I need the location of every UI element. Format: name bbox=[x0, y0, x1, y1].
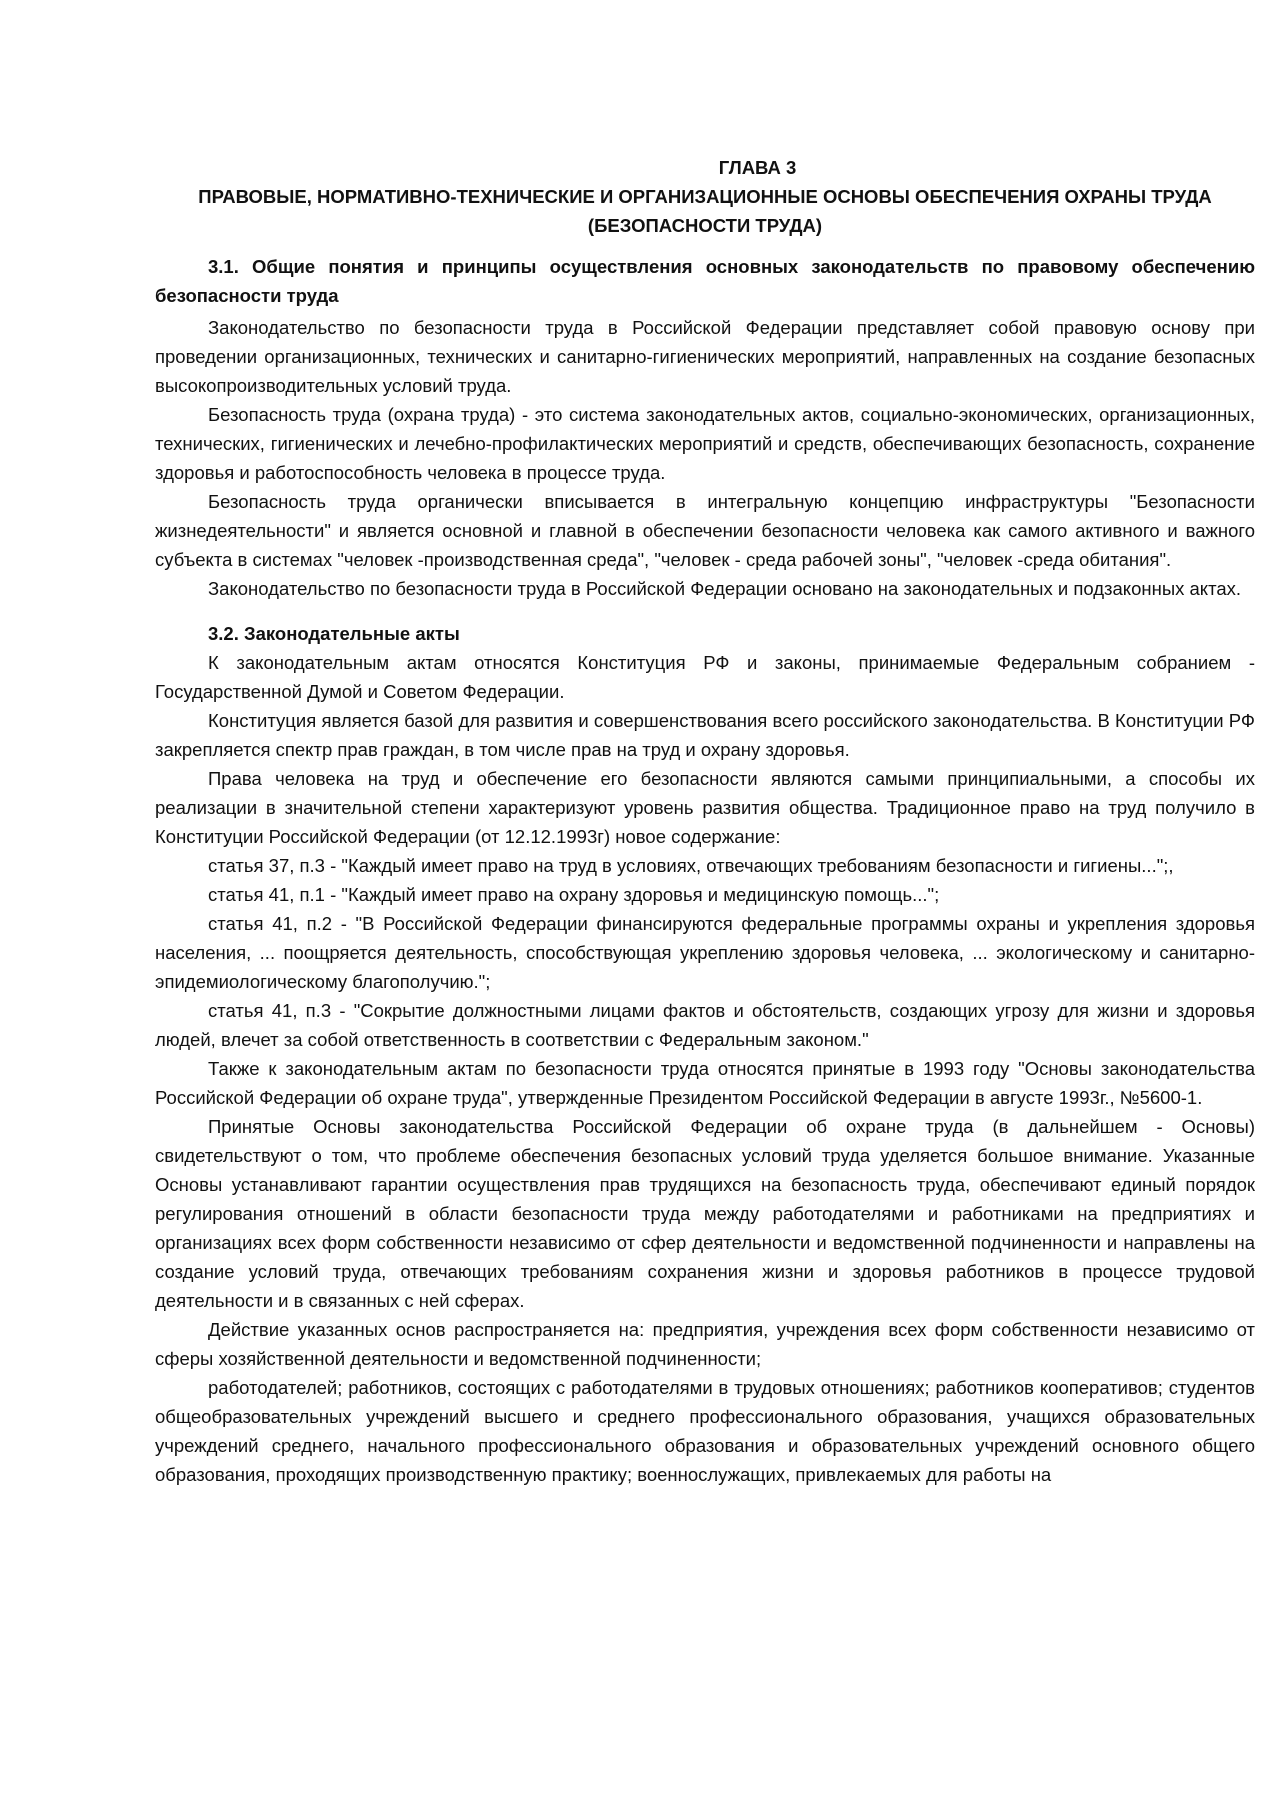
paragraph-article-41-3: статья 41, п.3 - "Сокрытие должностными лицами фактов и обстоятельств, создающих угрозу для жизни и здоровья людей, влечет за собой ответственность в соответствии с Федеральным законом." bbox=[155, 1000, 1255, 1050]
paragraph-article-41-1: статья 41, п.1 - "Каждый имеет право на охрану здоровья и медицинскую помощь..."; bbox=[208, 884, 940, 905]
paragraph: Безопасность труда органически вписывается в интегральную концепцию инфраструктуры "Безопасности жизнедеятельности" и является основной и главной в обеспечении безопасности человека как самого активного и важного субъекта в системах "человек -производственная среда", "человек - среда рабочей зоны", "человек -среда обитания". bbox=[155, 491, 1255, 570]
paragraph-article-41-2: статья 41, п.2 - "В Российской Федерации финансируются федеральные программы охраны и укрепления здоровья населения, ... поощряется деятельность, способствующая укреплению здоровья человека, ... экологическому и санитарно-эпидемиологическому благополучию."; bbox=[155, 913, 1255, 992]
section-3-1-body bbox=[155, 313, 1255, 603]
chapter-number: ГЛАВА 3 bbox=[718, 157, 797, 178]
paragraph-article-37-3: статья 37, п.3 - "Каждый имеет право на труд в условиях, отвечающих требованиям безопасности и гигиены...";, bbox=[208, 855, 1174, 876]
paragraph: Законодательство по безопасности труда в Российской Федерации представляет собой правовую основу при проведении организационных, технических и санитарно-гигиенических мероприятий, направленных на создание безопасных высокопроизводительных условий труда. bbox=[155, 317, 1255, 396]
section-3-2-body bbox=[155, 648, 1255, 1489]
chapter-header bbox=[155, 153, 1255, 240]
paragraph: Законодательство по безопасности труда в Российской Федерации основано на законодательных и подзаконных актах. bbox=[208, 578, 1242, 599]
paragraph: работодателей; работников, состоящих с работодателями в трудовых отношениях; работников кооперативов; студентов общеобразовательных учреждений высшего и среднего профессионального образования, учащихся образовательных учреждений среднего, начального профессионального образования и образовательных учреждений основного общего образования, проходящих производственную практику; военнослужащих, привлекаемых для работы на bbox=[155, 1377, 1255, 1485]
paragraph: Безопасность труда (охрана труда) - это система законодательных актов, социально-экономических, организационных, технических, гигиенических и лечебно-профилактических мероприятий и средств, обеспечивающих безопасность, сохранение здоровья и работоспособность человека в процессе труда. bbox=[155, 404, 1255, 483]
paragraph: Принятые Основы законодательства Российской Федерации об охране труда (в дальнейшем - Основы) свидетельствуют о том, что проблеме обеспечения безопасных условий труда уделяется большое внимание. Указанные Основы устанавливают гарантии осуществления прав трудящихся на безопасность труда, обеспечивают единый порядок регулирования отношений в области безопасности труда между работодателями и работниками на предприятиях и организациях всех форм собственности независимо от сфер деятельности и ведомственной подчиненности и направлены на создание условий труда, отвечающих требованиям сохранения жизни и здоровья работников в процессе трудовой деятельности и в связанных с ней сферах. bbox=[155, 1116, 1255, 1311]
paragraph: Права человека на труд и обеспечение его безопасности являются самыми принципиальными, а способы их реализации в значительной степени характеризуют уровень развития общества. Традиционное право на труд получило в Конституции Российской Федерации (от 12.12.1993г) новое содержание: bbox=[155, 768, 1255, 847]
page-content bbox=[155, 153, 1255, 1489]
section-heading-3-2: 3.2. Законодательные акты bbox=[208, 623, 460, 644]
chapter-title: ПРАВОВЫЕ, НОРМАТИВНО-ТЕХНИЧЕСКИЕ И ОРГАНИЗАЦИОННЫЕ ОСНОВЫ ОБЕСПЕЧЕНИЯ ОХРАНЫ ТРУДА (БЕЗОПАСНОСТИ ТРУДА) bbox=[198, 186, 1212, 236]
paragraph: Действие указанных основ распространяется на: предприятия, учреждения всех форм собственности независимо от сферы хозяйственной деятельности и ведомственной подчиненности; bbox=[155, 1319, 1255, 1369]
paragraph: Конституция является базой для развития и совершенствования всего российского законодательства. В Конституции РФ закрепляется спектр прав граждан, в том числе прав на труд и охрану здоровья. bbox=[155, 710, 1255, 760]
paragraph: Также к законодательным актам по безопасности труда относятся принятые в 1993 году "Основы законодательства Российской Федерации об охране труда", утвержденные Президентом Российской Федерации в августе 1993г., №5600-1. bbox=[155, 1058, 1255, 1108]
paragraph: К законодательным актам относятся Конституция РФ и законы, принимаемые Федеральным собранием - Государственной Думой и Советом Федерации. bbox=[155, 652, 1255, 702]
section-heading-3-1: 3.1. Общие понятия и принципы осуществления основных законодательств по правовому обеспечению безопасности труда bbox=[155, 256, 1255, 306]
